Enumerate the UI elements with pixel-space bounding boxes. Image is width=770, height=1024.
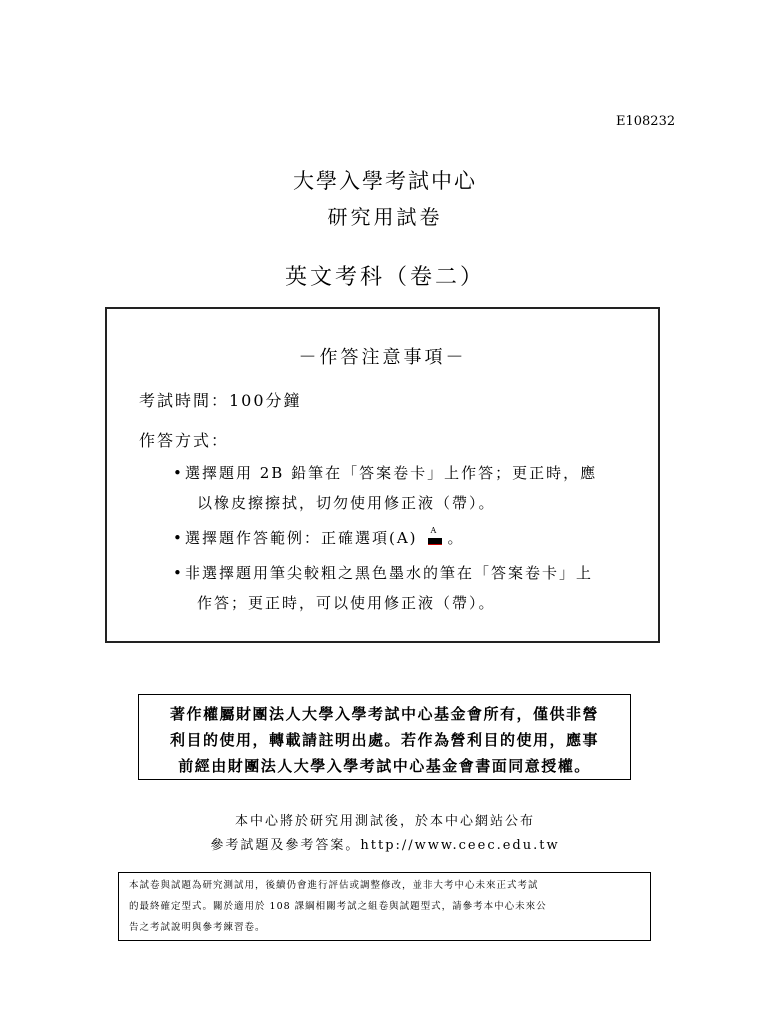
bullet-icon: • <box>173 464 184 482</box>
publication-notice <box>0 810 770 858</box>
instruction-text: 選擇題作答範例：正確選項(A) <box>185 529 418 547</box>
exam-time: 考試時間：100分鐘 <box>139 391 302 410</box>
disclaimer-box <box>118 872 651 941</box>
bullet-icon: • <box>173 529 184 547</box>
answer-instructions-box <box>105 307 660 643</box>
copyright-line: 著作權屬財團法人大學入學考試中心基金會所有，僅供非營 <box>169 705 599 723</box>
copyright-notice <box>138 694 631 780</box>
instruction-item-non-multiple-choice <box>173 558 640 618</box>
filled-bubble-mark <box>428 538 442 545</box>
instruction-item-example <box>173 523 640 553</box>
disclaimer-line: 告之考試說明與參考練習卷。 <box>129 922 266 933</box>
answer-bubble-icon <box>428 526 442 545</box>
bullet-icon: • <box>173 564 184 582</box>
instruction-item-multiple-choice <box>173 458 640 518</box>
instruction-text: 選擇題用 2B 鉛筆在「答案卷卡」上作答；更正時，應 <box>185 464 598 482</box>
disclaimer-line: 的最終確定型式。關於適用於 108 課綱相關考試之組卷與試題型式，請參考本中心未來公 <box>129 901 547 912</box>
subject-title: 英文考科（卷二） <box>284 265 485 290</box>
instruction-example-line <box>185 523 640 553</box>
disclaimer-line: 本試卷與試題為研究測試用，後續仍會進行評估或調整修改，並非大考中心未來正式考試 <box>129 880 539 891</box>
paper-type-title: 研究用試卷 <box>327 205 443 229</box>
org-title: 大學入學考試中心 <box>293 169 477 193</box>
copyright-line: 前經由財團法人大學入學考試中心基金會書面同意授權。 <box>178 757 591 775</box>
instruction-text: 非選擇題用筆尖較粗之黑色墨水的筆在「答案卷卡」上 <box>185 564 594 582</box>
copyright-line: 利目的使用，轉載請註明出處。若作為營利目的使用，應事 <box>169 731 599 749</box>
instruction-text: 作答；更正時，可以使用修正液（帶）。 <box>197 594 496 612</box>
instruction-text-end: 。 <box>447 529 465 547</box>
instructions-heading: －作答注意事項－ <box>298 347 467 368</box>
answer-method-label: 作答方式： <box>139 431 230 450</box>
instruction-text: 以橡皮擦擦拭，切勿使用修正液（帶）。 <box>197 494 496 512</box>
bubble-letter: A <box>430 526 437 535</box>
exam-code: E108232 <box>616 114 676 129</box>
publication-line-url: 參考試題及參考答案。http://www.ceec.edu.tw <box>210 838 560 853</box>
publication-line: 本中心將於研究用測試後，於本中心網站公布 <box>234 814 535 829</box>
